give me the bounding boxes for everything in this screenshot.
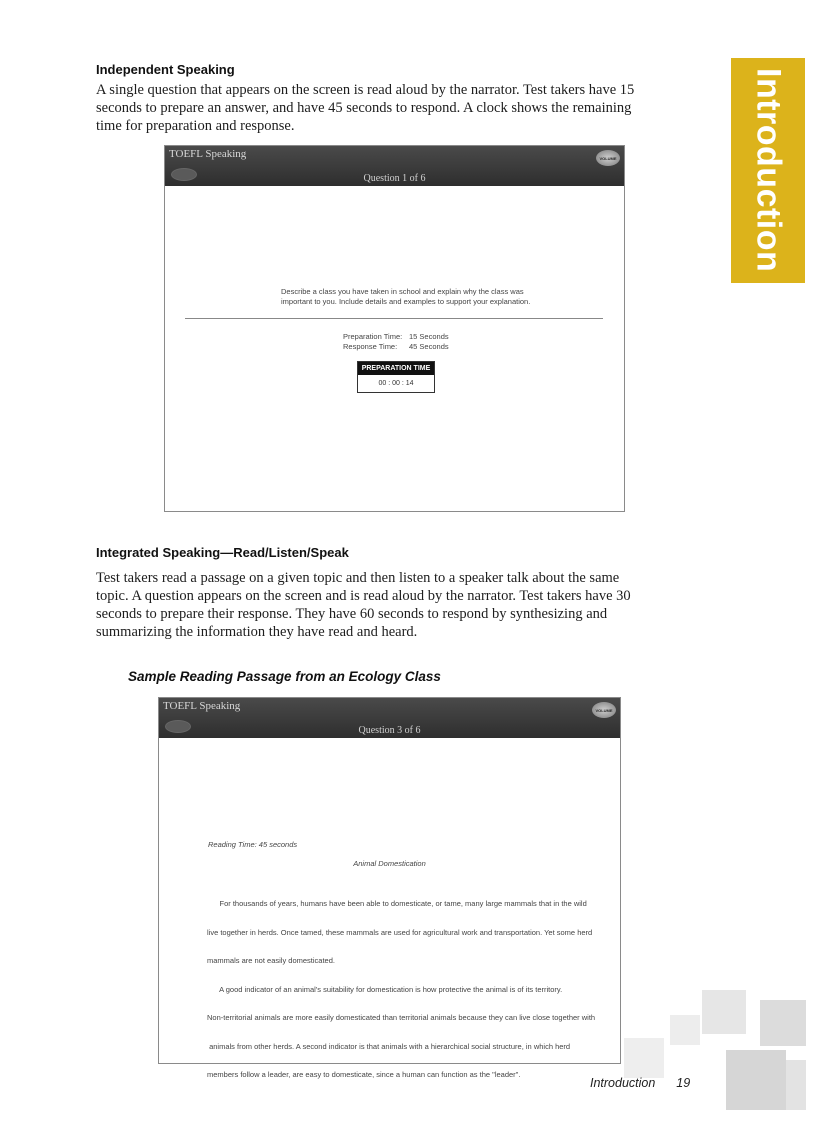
paragraph-line: summarizing the information they have read and heard. (96, 624, 418, 640)
passage-line: mammals are not easily domesticated. (207, 956, 335, 965)
passage-line: For thousands of years, humans have been able to domesticate, or tame, many large mammals that in the wild (207, 899, 587, 908)
volume-button[interactable]: VOLUME (592, 702, 616, 718)
prep-value: 15 Seconds (409, 332, 449, 341)
app-title: TOEFL Speaking (169, 148, 247, 160)
decorative-square (760, 1000, 806, 1046)
screenshot-titlebar (159, 698, 620, 738)
paragraph-line: Test takers read a passage on a given topic and then listen to a speaker talk about the same (96, 570, 620, 586)
page-number: 19 (676, 1076, 691, 1090)
paragraph-line: seconds to prepare an answer, and have 45 seconds to respond. A clock shows the remaining (96, 100, 632, 116)
reading-time: Reading Time: 45 seconds (208, 840, 298, 849)
paragraph-line: A single question that appears on the screen is read aloud by the narrator. Test takers have 15 (96, 82, 635, 98)
passage-line: live together in herds. Once tamed, these mammals are used for agricultural work and transportation. Yet some herd (207, 927, 593, 937)
prompt-line: Describe a class you have taken in school and explain why the class was (281, 287, 524, 296)
paragraph-line: time for preparation and response. (96, 118, 295, 134)
screenshot-question-1 (164, 145, 625, 512)
time-info (343, 332, 473, 351)
paragraph-line: topic. A question appears on the screen and is read aloud by the narrator. Test takers have 30 (96, 588, 631, 604)
side-tab-label: Introduction (749, 68, 788, 273)
app-title: TOEFL Speaking (163, 700, 241, 712)
section-heading-integrated: Integrated Speaking—Read/Listen/Speak (96, 545, 349, 560)
prompt-line: important to you. Include details and examples to support your explanation. (281, 296, 531, 306)
question-prompt (281, 287, 581, 306)
decorative-square (670, 1015, 700, 1045)
decorative-square (786, 1060, 806, 1110)
question-counter: Question 1 of 6 (363, 173, 426, 184)
section-paragraph-integrated (96, 569, 726, 641)
screenshot-titlebar (165, 146, 624, 186)
question-counter: Question 3 of 6 (358, 725, 421, 736)
prep-label: Preparation Time: (343, 332, 403, 341)
decorative-square (726, 1050, 786, 1110)
divider (185, 318, 603, 319)
timer-value: 00 : 00 : 14 (378, 380, 414, 387)
passage-title: Animal Domestication (353, 859, 426, 868)
paragraph-line: seconds to prepare their response. They have 60 seconds to respond by synthesizing and (96, 606, 608, 622)
preparation-timer (357, 361, 435, 393)
section-heading-independent: Independent Speaking (96, 62, 235, 77)
screenshot-question-3 (158, 697, 621, 1079)
decorative-square (702, 990, 746, 1034)
footer-section-label: Introduction (590, 1076, 656, 1090)
passage-line: animals from other herds. A second indicator is that animals with a hierarchical social structure, in which herd (207, 1041, 571, 1051)
volume-button[interactable]: VOLUME (596, 150, 620, 166)
sample-subheading: Sample Reading Passage from an Ecology Class (128, 669, 441, 684)
passage-line: Non-territorial animals are more easily domesticated than territorial animals because they can live close together with (207, 1013, 596, 1022)
passage-line: A good indicator of an animal's suitability for domestication is how protective the animal is of its territory. (207, 984, 563, 994)
timer-header: PREPARATION TIME (358, 362, 434, 375)
section-paragraph-independent (96, 81, 726, 135)
passage-line: members follow a leader, are easy to domesticate, since a human can function as the "leader". (207, 1070, 521, 1079)
resp-label: Response Time: (343, 341, 398, 351)
decorative-square (624, 1038, 664, 1078)
resp-value: 45 Seconds (409, 341, 449, 351)
section-side-tab (731, 58, 805, 283)
reading-passage (207, 880, 617, 1099)
page-footer (590, 1076, 690, 1090)
